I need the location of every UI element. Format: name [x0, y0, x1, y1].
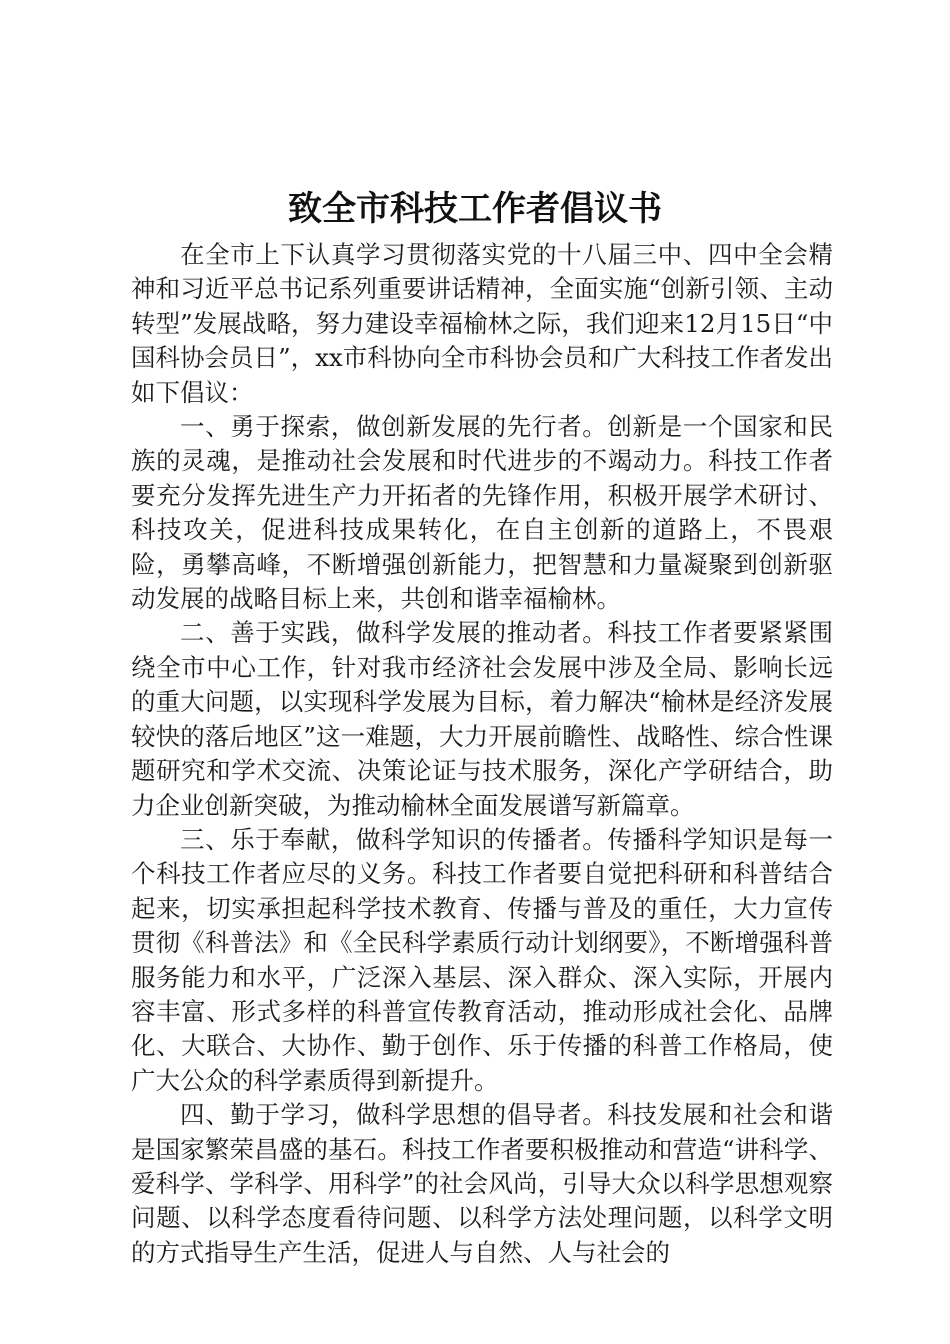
paragraph-point-3: 三、乐于奉献，做科学知识的传播者。传播科学知识是每一个科技工作者应尽的义务。科技工作者要自觉把科研和科普结合起来，切实承担起科学技术教育、传播与普及的重任，大力宣传贯彻《科普法》和《全民科学素质行动计划纲要》，不断增强科普服务能力和水平，广泛深入基层、深入群众、深入实际，开展内容丰富、形式多样的科普宣传教育活动，推动形成社会化、品牌化、大联合、大协作、勤于创作、乐于传播的科普工作格局，使广大公众的科学素质得到新提升。 — [131, 824, 833, 1095]
document-body — [131, 238, 833, 1270]
paragraph-intro: 在全市上下认真学习贯彻落实党的十八届三中、四中全会精神和习近平总书记系列重要讲话精神，全面实施“创新引领、主动转型”发展战略，努力建设幸福榆林之际，我们迎来12月15日“中国科协会员日”，xx市科协向全市科协会员和广大科技工作者发出如下倡议： — [131, 240, 833, 407]
paragraph-point-2: 二、善于实践，做科学发展的推动者。科技工作者要紧紧围绕全市中心工作，针对我市经济社会发展中涉及全局、影响长远的重大问题，以实现科学发展为目标，着力解决“榆林是经济发展较快的落后地区”这一难题，大力开展前瞻性、战略性、综合性课题研究和学术交流、决策论证与技术服务，深化产学研结合，助力企业创新突破，为推动榆林全面发展谱写新篇章。 — [131, 618, 833, 820]
paragraph-point-1: 一、勇于探索，做创新发展的先行者。创新是一个国家和民族的灵魂，是推动社会发展和时代进步的不竭动力。科技工作者要充分发挥先进生产力开拓者的先锋作用，积极开展学术研讨、科技攻关，促进科技成果转化，在自主创新的道路上，不畏艰险，勇攀高峰，不断增强创新能力，把智慧和力量凝聚到创新驱动发展的战略目标上来，共创和谐幸福榆林。 — [131, 412, 833, 614]
document-title: 致全市科技工作者倡议书 — [288, 189, 662, 229]
paragraph-point-4: 四、勤于学习，做科学思想的倡导者。科技发展和社会和谐是国家繁荣昌盛的基石。科技工作者要积极推动和营造“讲科学、爱科学、学科学、用科学”的社会风尚，引导大众以科学思想观察问题、以科学态度看待问题、以科学方法处理问题，以科学文明的方式指导生产生活，促进人与自然、人与社会的 — [131, 1100, 833, 1267]
